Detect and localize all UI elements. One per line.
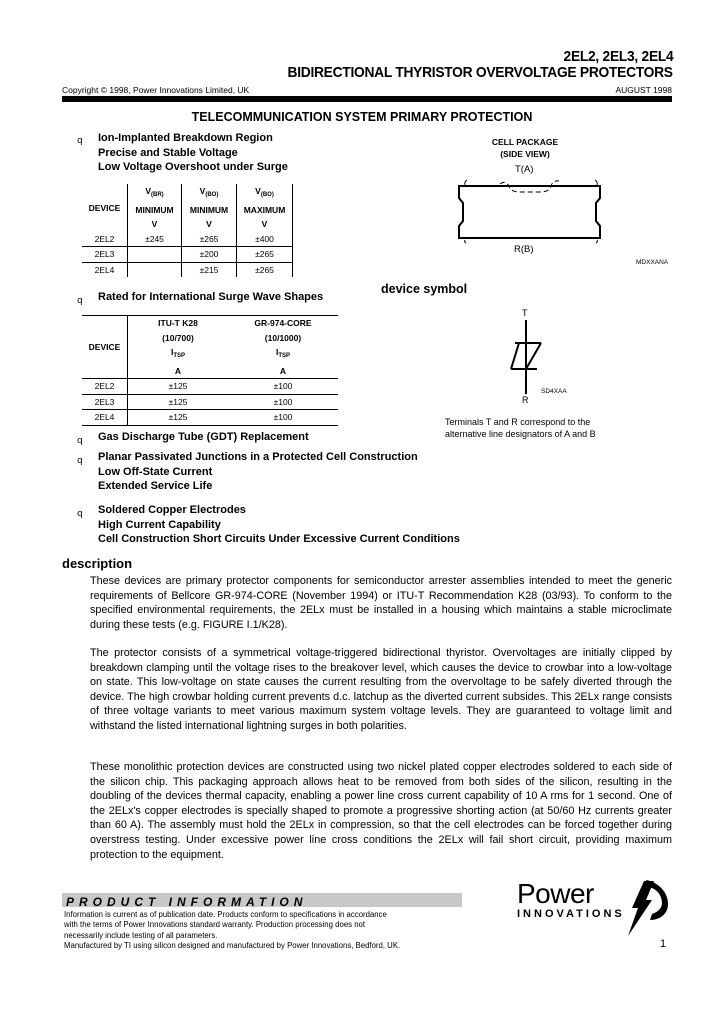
bullet-icon: q <box>77 436 83 446</box>
col-header-symbol: $V_{(BO)}$ <box>182 184 237 203</box>
terminal-label-bottom: R(B) <box>514 244 534 255</box>
feature-line: Rated for International Surge Wave Shapes <box>98 291 324 303</box>
col-header-symbol: $I_{TSP}$ <box>275 347 291 359</box>
table-row: 2EL2 ±245 ±265 ±400 <box>82 232 293 247</box>
description-paragraph-3: These monolithic protection devices are constructed using two nickel plated copper electrodes soldered to each side of the silicon chip. This packaging approach allows heat to be removed from both sides of the silicon, resulting in the doubling of the devices thermal capacity, enabling a power line cross current capability of 10 A rms for 1 second. One of the 2ELx's copper electrodes is specially shaped to promote a progressive shorting action (at 50/60 Hz currents greater than 60 A). The assembly must hold the 2ELx in compression, so that the cell electrodes can be forced together during overstress testing. Under excessive power line cross conditions the 2ELx will fail short circuit, providing maximum protection to the equipment. <box>90 761 672 861</box>
col-header-limit: MINIMUM <box>128 203 182 218</box>
feature-line: High Current Capability <box>98 518 221 531</box>
description-paragraph-2: The protector consists of a symmetrical voltage-triggered bidirectional thyristor. Overvoltages are initially clipped by breakdown clamping until the voltage rises to the breakover level, which causes the device to crowbar into a low-voltage on state. This low-voltage on state causes the current resulting from the overvoltage to be safely diverted through the device. The high crowbar holding current prevents d.c. latchup as the diverted current subsides. This 2ELx range consists of three voltage variants to meet various maximum system voltage levels. They are guaranteed to voltage limit and withstand the listed international lightning surges in both polarities. <box>90 647 672 732</box>
description-heading: description <box>62 556 133 571</box>
feature-group-5 <box>98 503 460 547</box>
surge-rating-table: DEVICE ITU-T K28 GR-974-CORE (10/700) (10/1000) $I_{TSP}$ $I_{TSP}$ A A 2EL2 ±125 ±100 2EL3 ±125 ±100 2EL4 ±125 ±100 <box>82 315 338 426</box>
product-information-banner: PRODUCT INFORMATION <box>62 893 462 907</box>
col-header-unit: V <box>182 217 237 232</box>
feature-group-2 <box>98 290 323 305</box>
cell-package-drawing <box>455 176 615 248</box>
page-number: 1 <box>660 938 667 950</box>
device-header: DEVICE <box>88 202 121 213</box>
header-rule <box>62 96 672 102</box>
feature-line: Low Off-State Current <box>98 465 213 478</box>
product-information-text: Information is current as of publication date. Products conform to specifications in accordance with the terms of Power Innovations standard warranty. Production processing does not necessarily include testing of all parameters. Manufactured by TI using silicon designed and manufactured by Power Innovations, Bedford, UK. <box>64 910 401 951</box>
table-row: 2EL4 ±125 ±100 <box>82 410 338 426</box>
description-paragraph-1: These devices are primary protector components for semiconductor arrester assemblies intended to meet the generic requirements of Bellcore GR-974-CORE (November 1994) or ITU-T Recommendation K28 (03/93). To conform to the specified environmental requirements, the 2ELx must be installed in a housing which maintains a stable microclimate during these tests (e.g. FIGURE I.1/K28). <box>90 575 672 631</box>
feature-line: Gas Discharge Tube (GDT) Replacement <box>98 431 309 443</box>
device-symbol-heading: device symbol <box>381 282 468 296</box>
feature-group-3 <box>98 430 309 445</box>
symbol-label-top: T <box>522 308 528 318</box>
col-header-unit: V <box>237 217 293 232</box>
part-numbers: 2EL2, 2EL3, 2EL4 <box>563 48 673 65</box>
section-title: TELECOMMUNICATION SYSTEM PRIMARY PROTECTION <box>191 110 533 124</box>
bullet-icon: q <box>77 456 83 466</box>
col-header-symbol: $V_{(BO)}$ <box>237 184 293 203</box>
feature-line: Low Voltage Overshoot under Surge <box>98 161 288 173</box>
col-header-symbol: $V_{(BR)}$ <box>128 184 182 203</box>
feature-line: Soldered Copper Electrodes <box>98 504 246 516</box>
feature-line: Planar Passivated Junctions in a Protected Cell Construction <box>98 451 418 463</box>
feature-line: Cell Construction Short Circuits Under Excessive Current Conditions <box>98 533 460 545</box>
col-header-limit: MINIMUM <box>182 203 237 218</box>
bullet-icon: q <box>77 509 83 519</box>
copyright-notice: Copyright © 1998, Power Innovations Limited, UK <box>62 85 250 95</box>
table-row: 2EL3 ±125 ±100 <box>82 394 338 410</box>
thyristor-symbol-icon <box>505 320 545 394</box>
terminal-note: Terminals T and R correspond to the alternative line designators of A and B <box>445 417 596 439</box>
feature-line: Extended Service Life <box>98 480 213 492</box>
feature-line: Precise and Stable Voltage <box>98 146 238 159</box>
lightning-logo-icon <box>624 878 672 938</box>
terminal-label-top: T(A) <box>515 164 534 175</box>
table-row: 2EL2 ±125 ±100 <box>82 379 338 395</box>
publication-date: AUGUST 1998 <box>615 85 672 95</box>
bullet-icon: q <box>77 136 83 146</box>
col-header-unit: V <box>128 217 182 232</box>
table-row: 2EL4 ±215 ±265 <box>82 262 293 277</box>
symbol-drawing-code: SD4XAA <box>541 388 567 395</box>
feature-line: Ion-Implanted Breakdown Region <box>98 132 273 144</box>
col-header-limit: MAXIMUM <box>237 203 293 218</box>
feature-group-1 <box>98 131 288 175</box>
voltage-rating-table <box>82 184 293 277</box>
symbol-label-bottom: R <box>522 395 529 405</box>
col-header-symbol: $I_{TSP}$ <box>128 345 229 364</box>
cell-package-title: CELL PACKAGE (SIDE VIEW) <box>491 137 559 159</box>
table-row: 2EL3 ±200 ±265 <box>82 247 293 263</box>
drawing-code: MDXXANA <box>636 259 669 266</box>
document-title: BIDIRECTIONAL THYRISTOR OVERVOLTAGE PROTECTORS <box>287 64 673 81</box>
feature-group-4 <box>98 450 418 494</box>
logo-wordmark: Power <box>517 878 594 909</box>
bullet-icon: q <box>77 296 83 306</box>
logo-subtitle: INNOVATIONS <box>517 908 625 920</box>
device-header: DEVICE <box>88 341 121 352</box>
